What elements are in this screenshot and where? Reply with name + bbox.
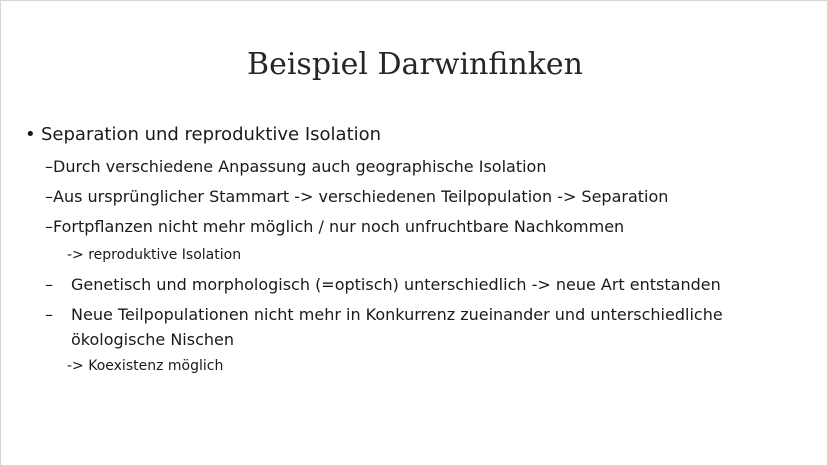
bullet-text: Separation und reproduktive Isolation: [41, 124, 382, 145]
note-line: -> reproduktive Isolation: [67, 247, 242, 263]
bullet-text: Neue Teilpopulationen nicht mehr in Konkurrenz zueinander und unterschiedliche: [71, 305, 723, 324]
dash-marker: –: [45, 187, 53, 206]
bullet-level2: [45, 157, 546, 176]
bullet-text: Fortpflanzen nicht mehr möglich / nur noch unfruchtbare Nachkommen: [53, 217, 625, 236]
bullet-level2: [45, 187, 668, 206]
bullet-level2: [45, 217, 624, 236]
dash-marker: –: [45, 217, 53, 236]
bullet-text: Durch verschiedene Anpassung auch geographische Isolation: [53, 157, 547, 176]
bullet-level2: [45, 305, 723, 324]
note-line: -> Koexistenz möglich: [67, 358, 224, 374]
bullet-text: Aus ursprünglicher Stammart -> verschiedenen Teilpopulation -> Separation: [53, 187, 669, 206]
bullet-level1: [25, 124, 381, 145]
bullet-text: Genetisch und morphologisch (=optisch) unterschiedlich -> neue Art entstanden: [71, 275, 721, 294]
dash-marker: –: [45, 305, 53, 324]
bullet-marker: •: [25, 124, 36, 145]
dash-marker: –: [45, 157, 53, 176]
slide-title: Beispiel Darwinfinken: [247, 47, 583, 82]
dash-marker: –: [45, 275, 53, 294]
bullet-continuation: ökologische Nischen: [71, 330, 234, 349]
bullet-level2: [45, 275, 721, 294]
